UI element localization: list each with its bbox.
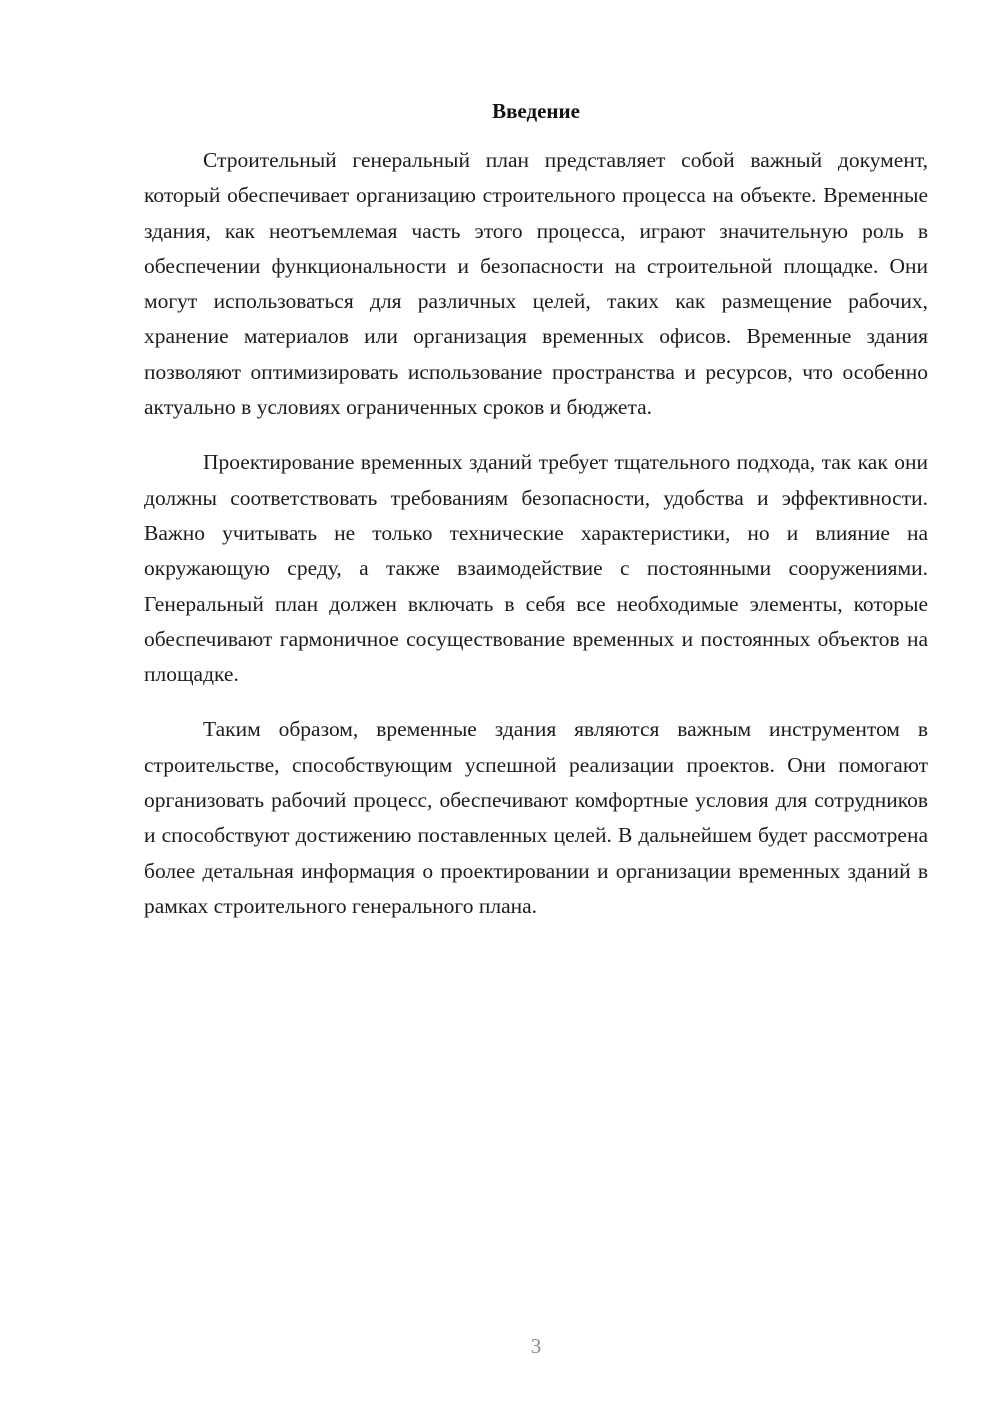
paragraph-2: Проектирование временных зданий требует тщательного подхода, так как они должны соответствовать требованиям безопасности, удобства и эффективности. Важно учитывать не только технические характеристики, но и влияние на окружающую среду, а также взаимодействие с постоянными сооружениями. Генеральный план должен включать в себя все необходимые элементы, которые обеспечивают гармоничное сосуществование временных и постоянных объектов на площадке. — [144, 450, 928, 687]
page-number: 3 — [530, 1334, 542, 1358]
paragraph-3: Таким образом, временные здания являются важным инструментом в строительстве, способствующим успешной реализации проектов. Они помогают организовать рабочий процесс, обеспечивают комфортные условия для сотрудников и способствуют достижению поставленных целей. В дальнейшем будет рассмотрена более детальная информация о проектировании и организации временных зданий в рамках строительного генерального плана. — [144, 717, 928, 918]
paragraph-1: Строительный генеральный план представляет собой важный документ, который обеспечивает организацию строительного процесса на объекте. Временные здания, как неотъемлемая часть этого процесса, играют значительную роль в обеспечении функциональности и безопасности на строительной площадке. Они могут использоваться для различных целей, таких как размещение рабочих, хранение материалов или организация временных офисов. Временные здания позволяют оптимизировать использование пространства и ресурсов, что особенно актуально в условиях ограниченных сроков и бюджета. — [144, 148, 928, 420]
page-title: Введение — [492, 99, 580, 123]
document-body — [144, 143, 928, 924]
